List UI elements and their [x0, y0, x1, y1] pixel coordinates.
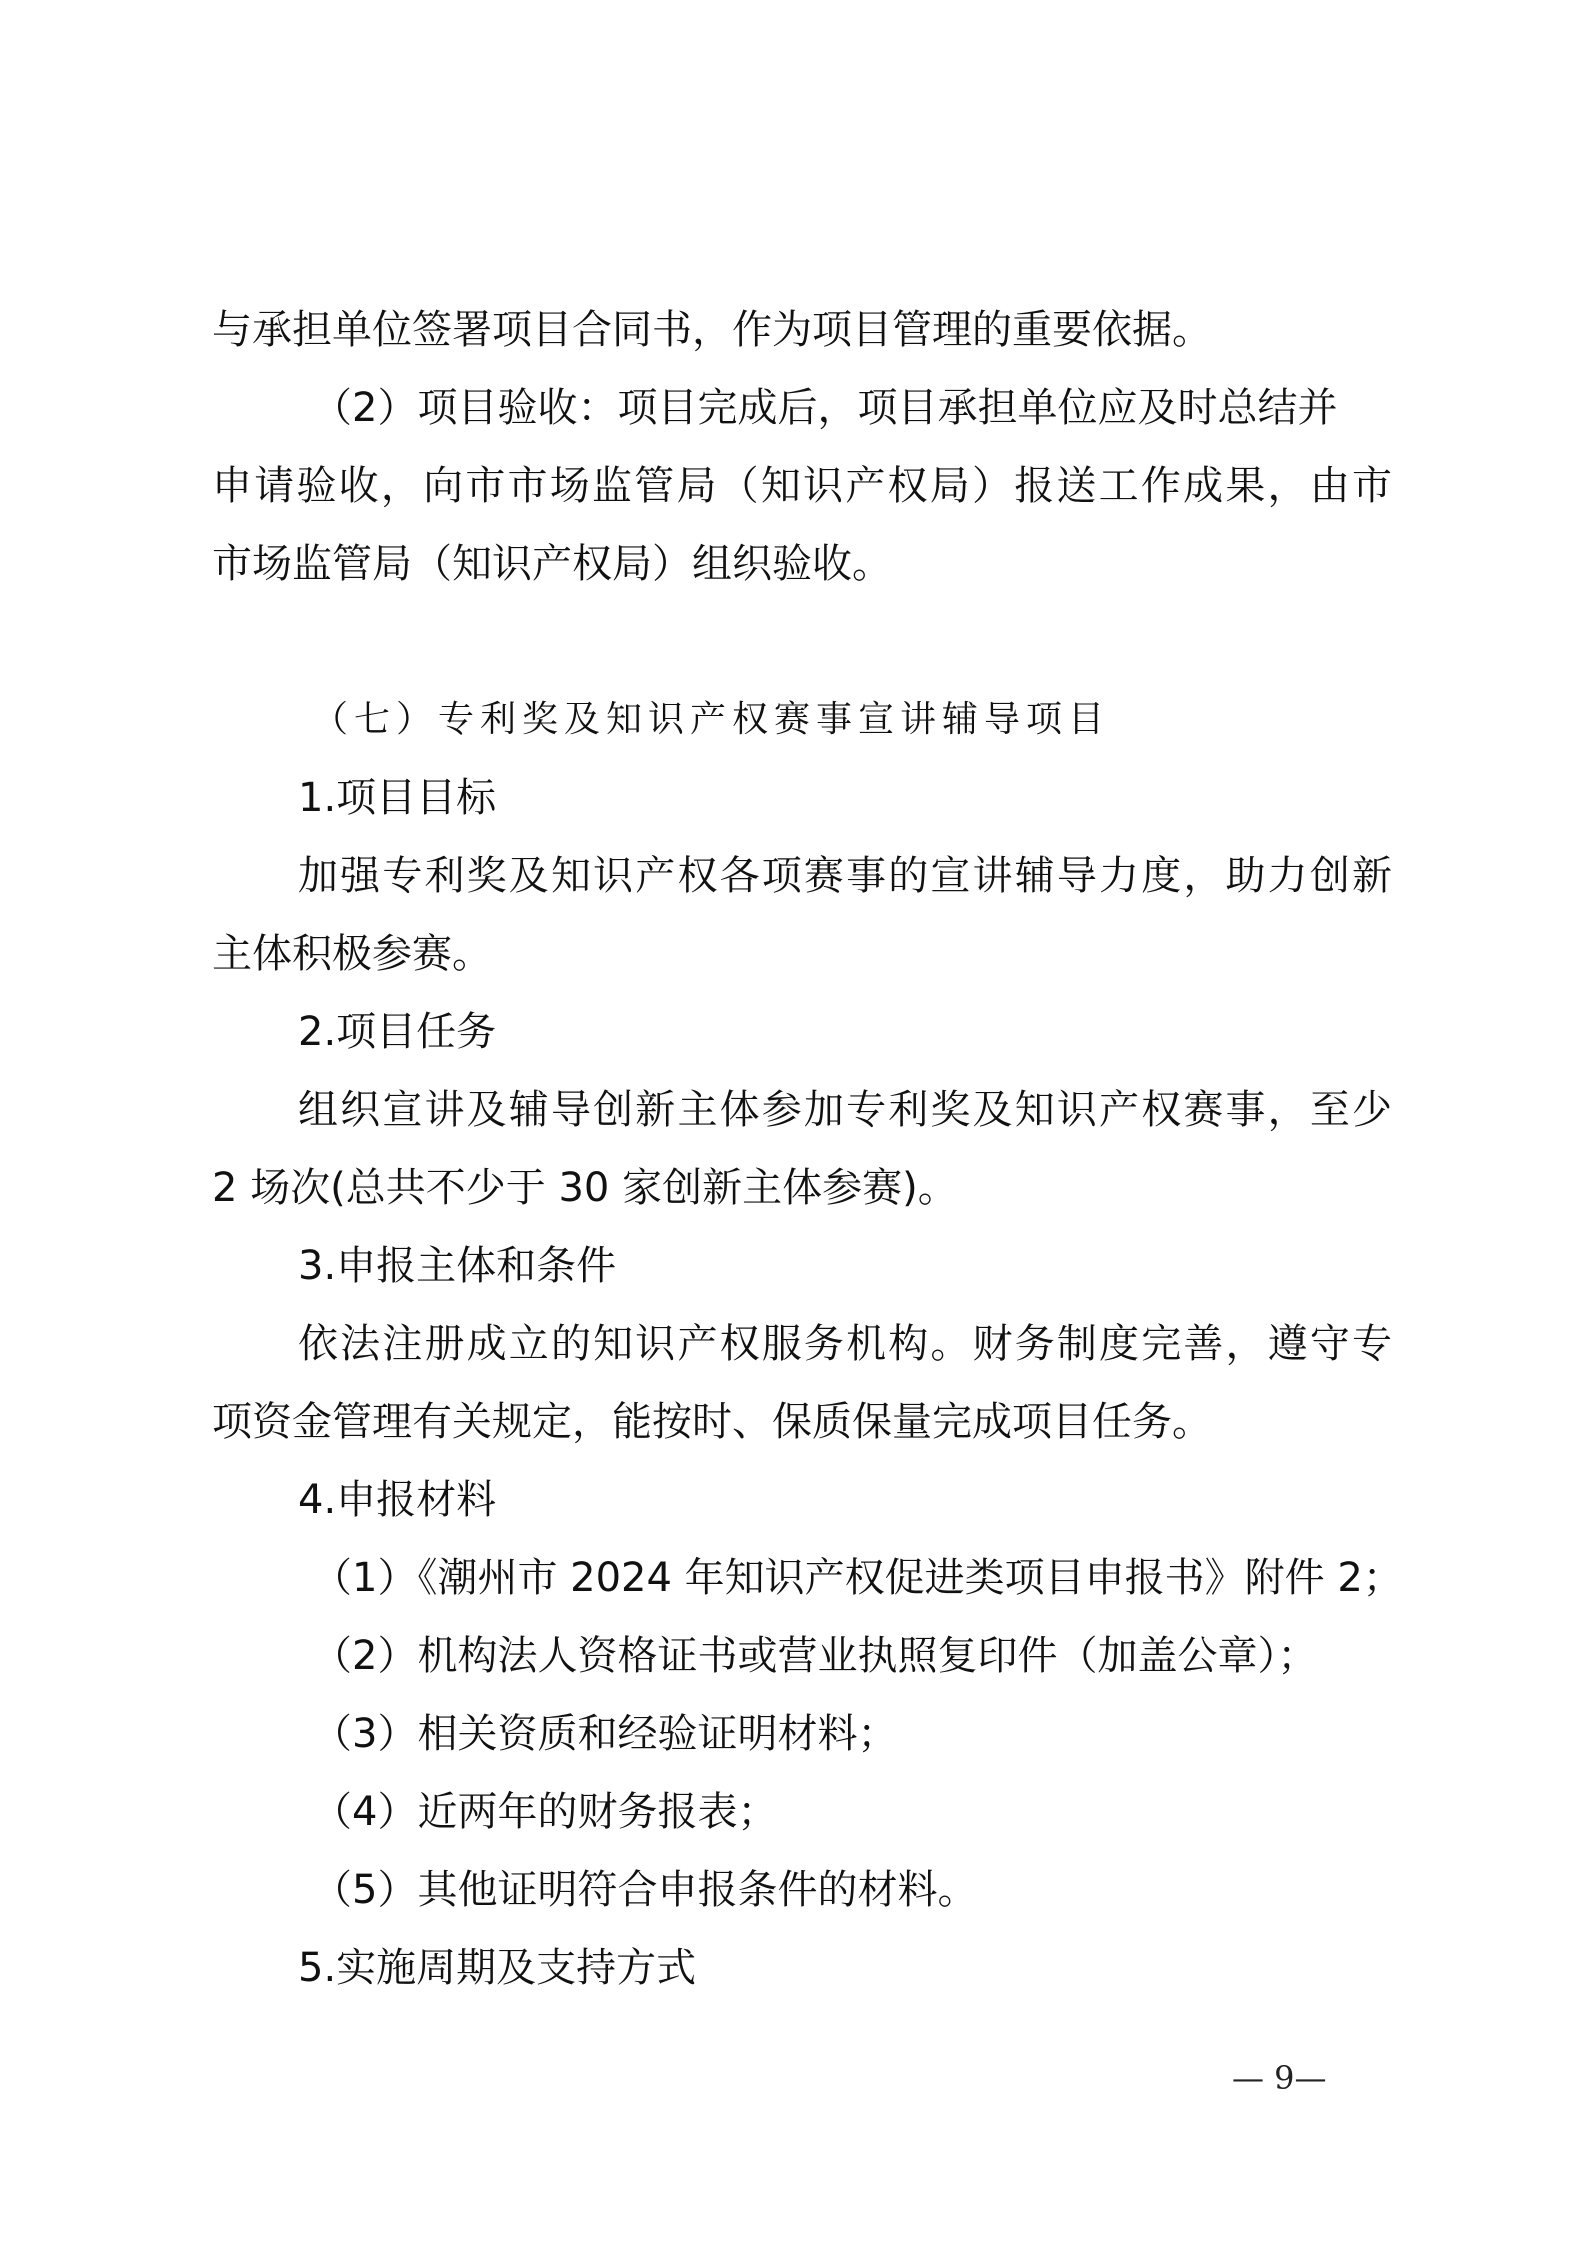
paragraph-task-line-2: 2 场次(总共不少于 30 家创新主体参赛)。	[212, 1165, 958, 1211]
subheading-project-goal: 1.项目目标	[298, 775, 497, 821]
subheading-applicant-conditions: 3.申报主体和条件	[298, 1243, 617, 1289]
paragraph-acceptance-line-3: 市场监管局（知识产权局）组织验收。	[212, 541, 892, 587]
materials-item-5: （5）其他证明符合申报条件的材料。	[312, 1867, 978, 1913]
paragraph-contract-line: 与承担单位签署项目合同书，作为项目管理的重要依据。	[212, 307, 1212, 353]
paragraph-goal-line-1: 加强专利奖及知识产权各项赛事的宣讲辅导力度，助力创新	[298, 853, 1392, 899]
subheading-implementation-period: 5.实施周期及支持方式	[298, 1945, 697, 1991]
materials-item-4: （4）近两年的财务报表；	[312, 1789, 778, 1835]
paragraph-acceptance-line-1: （2）项目验收：项目完成后，项目承担单位应及时总结并	[312, 385, 1338, 431]
paragraph-task-line-1: 组织宣讲及辅导创新主体参加专利奖及知识产权赛事，至少	[298, 1087, 1392, 1133]
page-number: — 9—	[1232, 2059, 1327, 2097]
materials-item-2: （2）机构法人资格证书或营业执照复印件（加盖公章）；	[312, 1633, 1318, 1679]
materials-item-1: （1）《潮州市 2024 年知识产权促进类项目申报书》附件 2；	[312, 1555, 1403, 1601]
paragraph-goal-line-2: 主体积极参赛。	[212, 931, 492, 977]
paragraph-conditions-line-1: 依法注册成立的知识产权服务机构。财务制度完善，遵守专	[298, 1321, 1392, 1367]
paragraph-conditions-line-2: 项资金管理有关规定，能按时、保质保量完成项目任务。	[212, 1399, 1212, 1445]
subheading-project-task: 2.项目任务	[298, 1009, 497, 1055]
section-heading-seven: （七）专利奖及知识产权赛事宣讲辅导项目	[312, 699, 1111, 740]
paragraph-acceptance-line-2: 申请验收，向市市场监管局（知识产权局）报送工作成果，由市	[212, 463, 1392, 509]
materials-item-3: （3）相关资质和经验证明材料；	[312, 1711, 898, 1757]
subheading-application-materials: 4.申报材料	[298, 1477, 497, 1523]
